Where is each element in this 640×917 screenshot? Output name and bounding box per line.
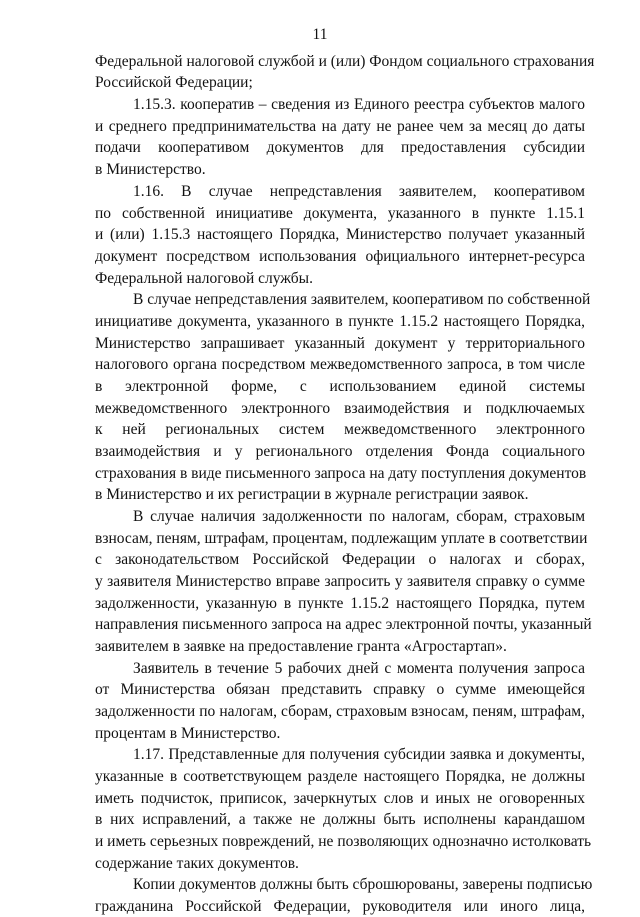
text-line: в Министерство. [95,161,206,178]
text-line: иметь подчисток, приписок, зачеркнутых слов и иных не оговоренных [95,790,585,807]
text-line: процентам в Министерство. [95,725,281,742]
text-line: в Министерство и их регистрации в журнале регистрации заявок. [95,486,529,503]
text-line: межведомственного электронного взаимодействия и подключаемых [95,400,585,417]
text-line: взаимодействия и у регионального отделения Фонда социального [95,443,585,460]
text-line: содержание таких документов. [95,855,299,872]
text-line: в электронной форме, с использованием единой системы [95,378,585,395]
text-line: в них исправлений, а также не должны быть исполнены карандашом [95,811,585,828]
text-line: 1.15.3. кооператив – сведения из Единого реестра субъектов малого [133,96,585,113]
page-number: 11 [312,26,328,43]
text-line: Заявитель в течение 5 рабочих дней с момента получения запроса [133,660,585,677]
text-line: налогового органа посредством межведомственного запроса, в том числе [95,356,585,373]
text-line: инициативе документа, указанного в пункте 1.15.2 настоящего Порядка, [95,313,585,330]
text-line: направления письменного запроса на адрес электронной почты, указанный [95,616,592,633]
text-line: и иметь серьезных повреждений, не позволяющих однозначно истолковать [95,833,592,850]
text-line: Федеральной налоговой службы. [95,270,313,287]
text-line: и (или) 1.15.3 настоящего Порядка, Министерство получает указанный [95,226,585,243]
text-line: 1.17. Представленные для получения субсидии заявка и документы, [133,746,585,763]
text-line: документ посредством использования официального интернет-ресурса [95,248,585,265]
text-line: к ней региональных систем межведомственного электронного [95,421,585,438]
text-line: заявителем в заявке на предоставление гранта «Агростартап». [95,638,507,655]
text-line: гражданина Российской Федерации, руководителя или иного лица, [95,898,585,915]
text-line: Министерство запрашивает указанный документ у территориального [95,335,585,352]
text-line: В случае непредставления заявителем, кооперативом по собственной [133,291,591,308]
text-line: В случае наличия задолженности по налогам, сборам, страховым [133,508,585,525]
text-line: у заявителя Министерство вправе запросить у заявителя справку о сумме [95,573,585,590]
text-line: указанные в соответствующем разделе настоящего Порядка, не должны [95,768,585,785]
text-line: взносам, пеням, штрафам, процентам, подлежащим уплате в соответствии [95,530,588,547]
text-line: подачи кооперативом документов для предоставления субсидии [95,139,585,156]
text-line: Федеральной налоговой службой и (или) Фондом социального страхования [95,53,595,70]
text-line: 1.16. В случае непредставления заявителем, кооперативом [133,183,585,200]
text-line: страхования в виде письменного запроса на дату поступления документов [95,465,587,482]
text-line: по собственной инициативе документа, указанного в пункте 1.15.1 [95,205,585,222]
text-line: задолженности по налогам, сборам, страховым взносам, пеням, штрафам, [95,703,585,720]
text-line: с законодательством Российской Федерации о налогах и сборах, [95,551,585,568]
text-line: Копии документов должны быть сброшюрованы, заверены подписью [133,876,593,893]
text-line: Российской Федерации; [95,74,253,91]
text-line: и среднего предпринимательства на дату не ранее чем за месяц до даты [95,118,585,135]
text-line: от Министерства обязан представить справку о сумме имеющейся [95,681,585,698]
text-line: задолженности, указанную в пункте 1.15.2 настоящего Порядка, путем [95,595,585,612]
